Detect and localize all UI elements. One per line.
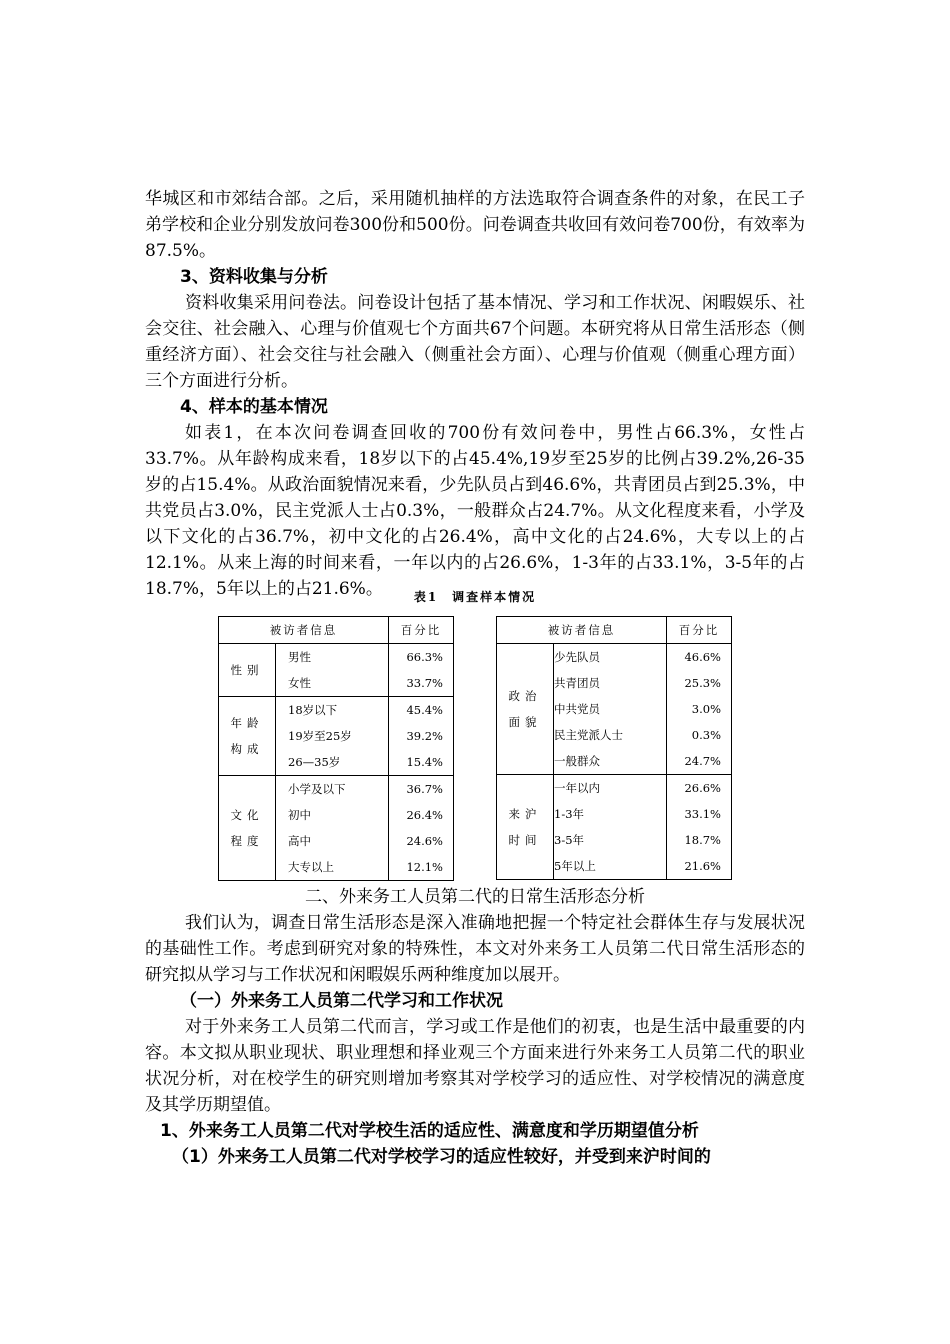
group-time-percents xyxy=(667,775,732,880)
group-gender-items xyxy=(276,644,389,697)
heading-adaptability-detail: （1）外来务工人员第二代对学校学习的适应性较好，并受到来沪时间的 xyxy=(172,1147,711,1167)
table-item: 少先队员 xyxy=(554,650,600,664)
paragraph-data-collection: 资料收集采用问卷法。问卷设计包括了基本情况、学习和工作状况、闲暇娱乐、社会交往、社会融入、心理与价值观七个方面共67个问题。本研究将从日常生活形态（侧重经济方面）、社会交往与社会融入（侧重社会方面）、心理与价值观（侧重心理方面）三个方面进行分析。 xyxy=(145,293,805,391)
group-education-percents xyxy=(389,776,454,881)
table-item: 民主党派人士 xyxy=(554,728,623,742)
paragraph-daily-life: 我们认为，调查日常生活形态是深入准确地把握一个特定社会群体生存与发展状况的基础性工作。考虑到研究对象的特殊性，本文对外来务工人员第二代日常生活形态的研究拟从学习与工作状况和闲暇娱乐两种维度加以展开。 xyxy=(145,913,805,985)
group-age-percents xyxy=(389,697,454,776)
group-political: 政治面貌 xyxy=(497,644,554,775)
table-percent: 66.3% xyxy=(406,650,443,664)
group-age: 年龄构成 xyxy=(219,697,276,776)
table-header-percent: 百分比 xyxy=(667,617,732,644)
table-item: 5年以上 xyxy=(554,859,596,873)
group-age-items xyxy=(276,697,389,776)
group-political-items xyxy=(554,644,667,775)
table-item: 小学及以下 xyxy=(288,782,346,796)
table-percent: 24.6% xyxy=(406,834,443,848)
sample-table-right xyxy=(496,616,732,880)
group-education: 文化程度 xyxy=(219,776,276,881)
table-item: 3-5年 xyxy=(554,833,585,847)
table-item: 19岁至25岁 xyxy=(288,729,352,743)
table-percent: 18.7% xyxy=(684,833,721,847)
table-caption: 表1 调查样本情况 xyxy=(413,590,537,604)
table-header-info: 被访者信息 xyxy=(497,617,667,644)
table-percent: 45.4% xyxy=(406,703,443,717)
table-percent: 12.1% xyxy=(406,860,443,874)
table-item: 一年以内 xyxy=(554,781,600,795)
table-item: 女性 xyxy=(288,676,311,690)
table-item: 大专以上 xyxy=(288,860,334,874)
heading-sample: 4、样本的基本情况 xyxy=(180,397,328,417)
sample-table-left xyxy=(218,616,454,881)
group-education-items xyxy=(276,776,389,881)
heading-school-adaptability: 1、外来务工人员第二代对学校生活的适应性、满意度和学历期望值分析 xyxy=(160,1121,699,1141)
table-percent: 21.6% xyxy=(684,859,721,873)
paragraph-sampling: 华城区和市郊结合部。之后，采用随机抽样的方法选取符合调查条件的对象，在民工子弟学校和企业分别发放问卷300份和500份。问卷调查共收回有效问卷700份，有效率为87.5%。 xyxy=(145,189,805,261)
table-item: 26—35岁 xyxy=(288,755,341,769)
paragraph-sample: 如表1，在本次问卷调查回收的700份有效问卷中，男性占66.3%，女性占33.7%。从年龄构成来看，18岁以下的占45.4%,19岁至25岁的比例占39.2%,26-35岁的占15.4%。从政治面貌情况来看，少先队员占到46.6%，共青团员占到25.3%，中共党员占3.0%，民主党派人士占0.3%，一般群众占24.7%。从文化程度来看，小学及以下文化的占36.7%，初中文化的占26.4%，高中文化的占24.6%，大专以上的占12.1%。从来上海的时间来看，一年以内的占26.6%，1-3年的占33.1%，3-5年的占18.7%，5年以上的占21.6%。 xyxy=(145,423,805,599)
table-percent: 46.6% xyxy=(684,650,721,664)
table-percent: 33.7% xyxy=(406,676,443,690)
table-item: 共青团员 xyxy=(554,676,600,690)
group-time-in-shanghai: 来沪时间 xyxy=(497,775,554,880)
group-gender-percents xyxy=(389,644,454,697)
group-gender: 性别 xyxy=(219,644,276,697)
table-header-percent: 百分比 xyxy=(389,617,454,644)
group-political-percents xyxy=(667,644,732,775)
table-percent: 33.1% xyxy=(684,807,721,821)
table-item: 1-3年 xyxy=(554,807,585,821)
table-percent: 26.6% xyxy=(684,781,721,795)
table-item: 初中 xyxy=(288,808,311,822)
heading-data-collection: 3、资料收集与分析 xyxy=(180,267,328,287)
table-item: 一般群众 xyxy=(554,754,600,768)
table-percent: 15.4% xyxy=(406,755,443,769)
table-percent: 36.7% xyxy=(406,782,443,796)
table-item: 男性 xyxy=(288,650,311,664)
table-percent: 24.7% xyxy=(684,754,721,768)
table-header-info: 被访者信息 xyxy=(219,617,389,644)
table-percent: 25.3% xyxy=(684,676,721,690)
section-title-daily-life: 二、外来务工人员第二代的日常生活形态分析 xyxy=(305,887,645,907)
table-item: 高中 xyxy=(288,834,311,848)
table-item: 中共党员 xyxy=(554,702,600,716)
table-item: 18岁以下 xyxy=(288,703,338,717)
table-percent: 3.0% xyxy=(691,702,721,716)
heading-study-work: （一）外来务工人员第二代学习和工作状况 xyxy=(180,991,503,1011)
table-percent: 39.2% xyxy=(406,729,443,743)
paragraph-study-work: 对于外来务工人员第二代而言，学习或工作是他们的初衷，也是生活中最重要的内容。本文拟从职业现状、职业理想和择业观三个方面来进行外来务工人员第二代的职业状况分析，对在校学生的研究则增加考察其对学校学习的适应性、对学校情况的满意度及其学历期望值。 xyxy=(145,1017,805,1115)
group-time-items xyxy=(554,775,667,880)
table-percent: 0.3% xyxy=(691,728,721,742)
table-percent: 26.4% xyxy=(406,808,443,822)
